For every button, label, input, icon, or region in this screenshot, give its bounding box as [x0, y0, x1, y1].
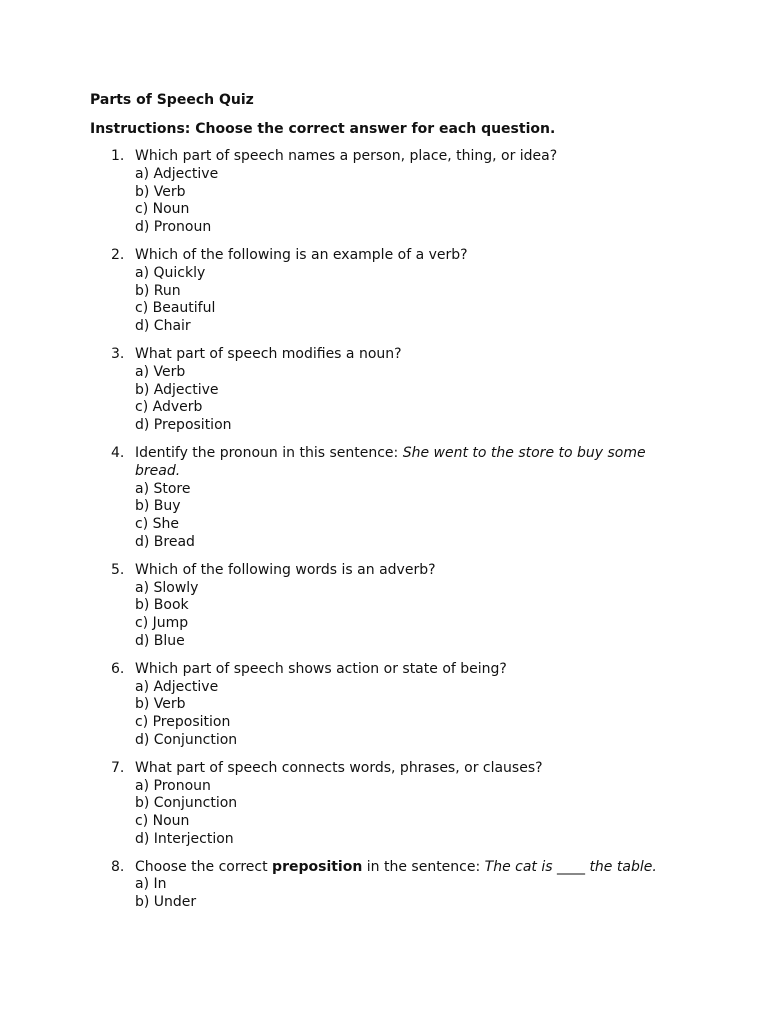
question-text: Which part of speech shows action or state of being?	[135, 660, 507, 677]
answer-option: b) Run	[135, 282, 181, 299]
question-number: 7.	[111, 759, 125, 776]
answer-option: d) Chair	[135, 318, 191, 335]
question-1	[90, 148, 678, 237]
question-text	[135, 859, 678, 877]
answer-option: d) Conjunction	[135, 731, 238, 748]
question-text: What part of speech modifies a noun?	[135, 345, 402, 362]
answer-option: c) Jump	[135, 615, 189, 632]
quiz-instructions: Instructions: Choose the correct answer for each question.	[90, 121, 556, 137]
question-keyword-bold: preposition	[272, 858, 363, 875]
question-number: 2.	[111, 246, 125, 263]
answer-option: a) Store	[135, 480, 191, 497]
question-text: Which part of speech names a person, place, thing, or idea?	[135, 148, 558, 164]
question-text: What part of speech connects words, phrases, or clauses?	[135, 759, 543, 776]
question-number: 1.	[111, 148, 125, 164]
answer-option: a) Adjective	[135, 165, 219, 182]
answer-option: b) Adjective	[135, 381, 219, 398]
answer-option: c) Noun	[135, 201, 190, 218]
question-text-plain: Identify the pronoun in this sentence:	[135, 444, 403, 461]
answer-option: b) Buy	[135, 498, 181, 515]
question-text-plain: Choose the correct	[135, 858, 273, 875]
answer-option: d) Preposition	[135, 417, 232, 434]
answer-option: c) Noun	[135, 813, 190, 830]
answer-option: a) Verb	[135, 363, 186, 380]
answer-option: d) Bread	[135, 533, 195, 550]
answer-option: b) Verb	[135, 696, 186, 713]
question-4	[90, 445, 678, 552]
question-number: 4.	[111, 444, 125, 461]
answer-option: a) Slowly	[135, 579, 199, 596]
question-5	[90, 562, 678, 651]
question-text: Which of the following words is an adverb?	[135, 561, 436, 578]
answer-option: d) Blue	[135, 632, 185, 649]
answer-option: d) Interjection	[135, 830, 234, 847]
question-7	[90, 760, 678, 849]
question-6	[90, 661, 678, 750]
question-sentence-italic: The cat is ____ the table.	[484, 858, 657, 875]
answer-option: d) Pronoun	[135, 219, 212, 236]
question-number: 5.	[111, 561, 125, 578]
answer-option: b) Book	[135, 597, 189, 614]
question-2	[90, 247, 678, 336]
question-number: 8.	[111, 858, 125, 875]
answer-option: c) Beautiful	[135, 300, 216, 317]
answer-option: b) Conjunction	[135, 795, 238, 812]
answer-option: a) Pronoun	[135, 777, 211, 794]
quiz-title: Parts of Speech Quiz	[90, 92, 254, 108]
answer-option: a) In	[135, 876, 167, 893]
question-8	[90, 859, 678, 912]
answer-option: c) Adverb	[135, 399, 203, 416]
question-text-plain: in the sentence:	[362, 858, 485, 875]
question-text: Which of the following is an example of a verb?	[135, 246, 468, 263]
answer-option: c) She	[135, 516, 179, 533]
question-text	[135, 445, 678, 481]
answer-option: a) Adjective	[135, 678, 219, 695]
answer-option: b) Under	[135, 894, 197, 911]
answer-option: a) Quickly	[135, 264, 206, 281]
question-number: 3.	[111, 345, 125, 362]
answer-option: c) Preposition	[135, 714, 231, 731]
question-number: 6.	[111, 660, 125, 677]
answer-option: b) Verb	[135, 183, 186, 200]
question-3	[90, 346, 678, 435]
question-sentence-italic: She went to the store to buy some bread.	[135, 444, 646, 479]
